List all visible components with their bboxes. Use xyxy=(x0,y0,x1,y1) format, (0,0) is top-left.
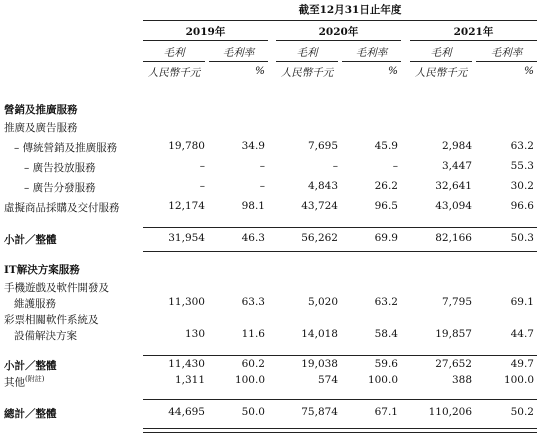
year-2019: 2019年 xyxy=(185,26,226,38)
footnote-marker: (附註) xyxy=(25,375,45,383)
row-label xyxy=(4,358,57,373)
table-cell: 388 xyxy=(451,374,472,386)
table-cell: 19,038 xyxy=(301,358,338,370)
row-label-text: – 傳統營銷及推廣服務 xyxy=(14,142,118,154)
table-cell: 59.6 xyxy=(374,358,398,370)
row-label xyxy=(14,140,117,155)
row-label xyxy=(14,296,56,311)
table-cell: 19,780 xyxy=(168,140,205,152)
table-cell: 46.3 xyxy=(241,232,265,244)
table-cell: 32,641 xyxy=(435,180,472,192)
unit-pct-2019: % xyxy=(255,65,265,77)
unit-pct-2021: % xyxy=(524,65,534,77)
table-cell: 1,311 xyxy=(174,374,205,386)
row-label-text: 推廣及廣告服務 xyxy=(4,122,78,134)
year-rule-2021 xyxy=(410,40,537,41)
unit-2020: 人民幣千元 xyxy=(280,67,334,79)
table-cell: 96.6 xyxy=(510,200,534,212)
row-label-text: 其他 xyxy=(4,376,25,389)
year-rule-2019 xyxy=(143,40,268,41)
table-cell: 63.2 xyxy=(510,140,534,152)
table-cell: 110,206 xyxy=(428,406,472,418)
table-cell: 5,020 xyxy=(307,296,338,308)
table-cell: 11.6 xyxy=(241,328,265,340)
table-cell: 69.1 xyxy=(510,296,534,308)
table-cell: 98.1 xyxy=(241,200,265,212)
row-label xyxy=(4,262,80,277)
year-2020: 2020年 xyxy=(318,26,359,38)
subtotal1-top-rule xyxy=(143,227,537,228)
row-label-text: 維護服務 xyxy=(14,298,56,310)
table-cell: 100.0 xyxy=(503,374,534,386)
table-cell: 100.0 xyxy=(367,374,398,386)
col-margin-2020: 毛利率 xyxy=(355,47,388,59)
table-cell: 50.0 xyxy=(241,406,265,418)
subtotal1-bottom-rule xyxy=(143,251,537,252)
table-cell: 26.2 xyxy=(374,180,398,192)
table-cell: 19,857 xyxy=(435,328,472,340)
row-label-text: 設備解決方案 xyxy=(14,330,77,342)
table-cell: 100.0 xyxy=(234,374,265,386)
row-label-text: 小計／整體 xyxy=(4,360,57,372)
col-rule-f xyxy=(476,61,537,62)
table-cell: 50.2 xyxy=(510,406,534,418)
table-cell: 34.9 xyxy=(241,140,265,152)
table-cell: 27,652 xyxy=(435,358,472,370)
table-cell: 63.3 xyxy=(241,296,265,308)
total-top-rule xyxy=(143,399,537,400)
table-cell: – xyxy=(199,160,205,172)
unit-pct-2020: % xyxy=(388,65,398,77)
row-label xyxy=(4,200,120,215)
row-label-text: 虛擬商品採購及交付服務 xyxy=(4,202,120,214)
row-label xyxy=(4,232,57,247)
subtotal2-top-rule xyxy=(143,355,537,356)
table-cell: 4,843 xyxy=(307,180,338,192)
row-label-text: IT解決方案服務 xyxy=(4,264,80,276)
table-cell: 7,695 xyxy=(307,140,338,152)
table-cell: 11,300 xyxy=(168,296,205,308)
table-cell: 50.3 xyxy=(510,232,534,244)
row-label xyxy=(4,312,99,327)
table-cell: 11,430 xyxy=(168,358,205,370)
col-rule-a xyxy=(143,61,205,62)
col-rule-c xyxy=(276,61,338,62)
unit-2021: 人民幣千元 xyxy=(414,67,468,79)
col-gp-2021: 毛利 xyxy=(430,47,452,59)
row-label-text: – 廣告分發服務 xyxy=(24,182,96,194)
table-cell: 96.5 xyxy=(374,200,398,212)
row-label xyxy=(4,280,109,295)
col-rule-b xyxy=(209,61,268,62)
table-cell: 75,874 xyxy=(301,406,338,418)
unit-2019: 人民幣千元 xyxy=(147,67,201,79)
row-label xyxy=(24,160,96,175)
table-cell: – xyxy=(259,180,265,192)
period-rule xyxy=(143,20,537,21)
row-label-text: 彩票相關軟件系統及 xyxy=(4,314,99,326)
table-cell: 49.7 xyxy=(510,358,534,370)
table-cell: 2,984 xyxy=(441,140,472,152)
table-cell: – xyxy=(199,180,205,192)
table-cell: 55.3 xyxy=(510,160,534,172)
table-cell: 30.2 xyxy=(510,180,534,192)
table-cell: 63.2 xyxy=(374,296,398,308)
table-cell: 14,018 xyxy=(301,328,338,340)
row-label xyxy=(4,120,78,135)
row-label-text: 小計／整體 xyxy=(4,234,57,246)
row-label xyxy=(4,102,78,117)
year-rule-2020 xyxy=(276,40,401,41)
table-cell: 44,695 xyxy=(168,406,205,418)
table-cell: 82,166 xyxy=(435,232,472,244)
table-cell: 7,795 xyxy=(441,296,472,308)
table-cell: 12,174 xyxy=(168,200,205,212)
table-cell: 60.2 xyxy=(241,358,265,370)
year-2021: 2021年 xyxy=(453,26,494,38)
row-label-text: – 廣告投放服務 xyxy=(24,162,96,174)
row-label xyxy=(24,180,96,195)
table-cell: – xyxy=(332,160,338,172)
row-label-text: 手機遊戲及軟件開發及 xyxy=(4,282,109,294)
col-gp-2020: 毛利 xyxy=(296,47,318,59)
table-cell: 67.1 xyxy=(374,406,398,418)
table-cell: 43,724 xyxy=(301,200,338,212)
col-gp-2019: 毛利 xyxy=(163,47,185,59)
table-cell: 58.4 xyxy=(374,328,398,340)
table-cell: 44.7 xyxy=(510,328,534,340)
row-label xyxy=(4,406,57,421)
row-label xyxy=(4,374,44,390)
col-margin-2021: 毛利率 xyxy=(490,47,523,59)
table-cell: 31,954 xyxy=(168,232,205,244)
period-header: 截至12月31日止年度 xyxy=(298,4,402,16)
table-cell: – xyxy=(392,160,398,172)
table-cell: 56,262 xyxy=(301,232,338,244)
col-rule-e xyxy=(410,61,472,62)
col-rule-d xyxy=(342,61,401,62)
row-label xyxy=(14,328,77,343)
table-cell: 69.9 xyxy=(374,232,398,244)
table-cell: 43,094 xyxy=(435,200,472,212)
table-cell: 3,447 xyxy=(441,160,472,172)
row-label-text: 總計／整體 xyxy=(4,408,57,420)
total-bottom-rule xyxy=(143,428,537,433)
row-label-text: 營銷及推廣服務 xyxy=(4,104,78,116)
col-margin-2019: 毛利率 xyxy=(222,47,255,59)
table-cell: 45.9 xyxy=(374,140,398,152)
table-cell: – xyxy=(259,160,265,172)
table-cell: 574 xyxy=(317,374,338,386)
table-cell: 130 xyxy=(184,328,205,340)
